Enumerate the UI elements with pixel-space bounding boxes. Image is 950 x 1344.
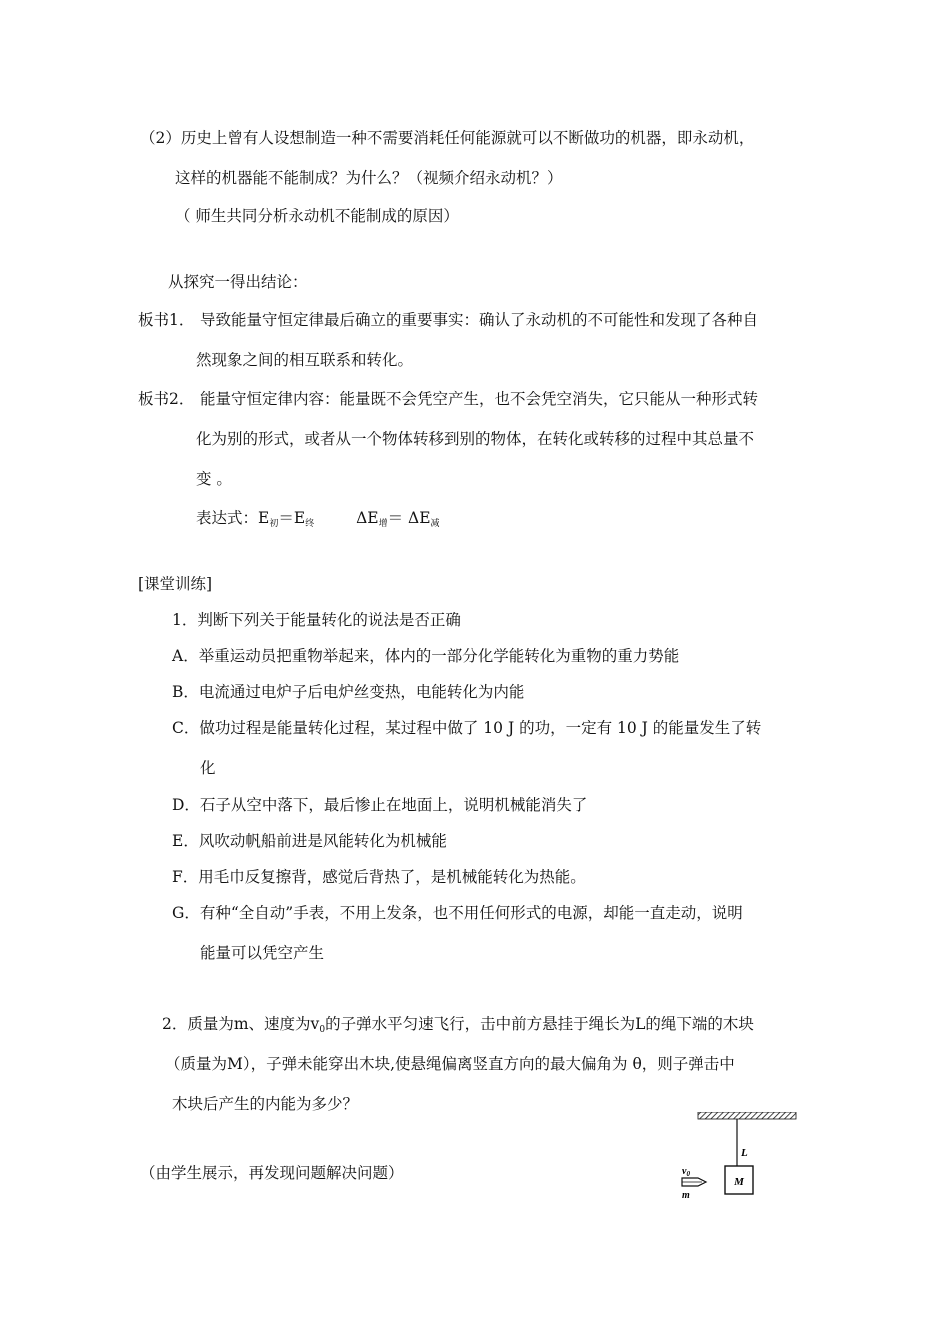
q1-stem: 1．判断下列关于能量转化的说法是否正确 [172,611,461,629]
q2b-line1-part-b: 的子弹水平匀速飞行，击中前方悬挂于绳长为L的绳下端的木块 [325,1015,754,1033]
expression-delta1: ΔE [356,509,379,527]
q2b-line1 [162,1014,754,1040]
expression-e1: E [258,509,270,527]
q2-line2: 这样的机器能不能制成？为什么？（视频介绍永动机？） [175,169,563,187]
expression [196,508,440,534]
q1-option-e: E．风吹动帆船前进是风能转化为机械能 [172,832,447,850]
q1-option-c-line2: 化 [200,759,216,777]
board2-line2: 化为别的形式，或者从一个物体转移到别的物体，在转化或转移的过程中其总量不 [196,430,755,448]
q2-line3: （ 师生共同分析永动机不能制成的原因） [175,207,459,225]
expression-sub-decrease: 减 [430,519,440,529]
q2b-line3: 木块后产生的内能为多少？ [172,1095,359,1113]
bullet [682,1178,706,1186]
q2b-line1-subscript: 0 [319,1025,326,1035]
q1-option-a: A．举重运动员把重物举起来，体内的一部分化学能转化为重物的重力势能 [172,647,680,665]
expression-label: 表达式： [196,509,259,527]
expression-sub-final: 终 [305,519,315,529]
q1-option-d: D．石子从空中落下，最后惨止在地面上，说明机械能消失了 [172,796,588,814]
expression-eq2: ＝ ΔE [387,509,431,527]
ceiling [698,1112,796,1119]
board1-line2: 然现象之间的相互联系和转化。 [196,351,414,369]
conclusion-intro: 从探究一得出结论： [168,273,308,291]
board2-line1: 能量守恒定律内容：能量既不会凭空产生，也不会凭空消失，它只能从一种形式转 [200,390,759,408]
q1-option-c-line1: C．做功过程是能量转化过程，某过程中做了 10 J 的功，一定有 10 J 的能量发生了转 [172,719,762,737]
bullet-mass-label: m [682,1190,690,1201]
q2b-line1-part-a: 2．质量为m、速度为v [162,1015,320,1033]
q2b-line2: （质量为M），子弹未能穿出木块,使悬绳偏离竖直方向的最大偏角为 θ，则子弹击中 [165,1055,735,1073]
practice-title: [课堂训练] [138,575,213,593]
student-note: （由学生展示，再发现问题解决问题） [140,1164,404,1182]
expression-eq1: ＝E [278,509,306,527]
q1-option-g-line1: G．有种“全自动”手表，不用上发条，也不用任何形式的电源，却能一直走动，说明 [172,904,743,922]
expression-sub-increase: 增 [378,519,388,529]
expression-sub-initial: 初 [269,519,279,529]
rope-label: L [741,1147,748,1159]
block-label: M [734,1176,744,1188]
board2-line3: 变 。 [196,470,232,488]
q2-line1: （2）历史上曾有人设想制造一种不需要消耗任何能源就可以不断做功的机器，即永动机， [140,129,755,147]
q1-option-g-line2: 能量可以凭空产生 [200,944,325,962]
q1-option-b: B．电流通过电炉子后电炉丝变热，电能转化为内能 [172,683,525,701]
q1-option-f: F．用毛巾反复擦背，感觉后背热了，是机械能转化为热能。 [172,868,586,886]
board2-label: 板书2． [138,390,195,408]
pendulum-figure [672,1112,812,1202]
board1-line1: 导致能量守恒定律最后确立的重要事实：确认了永动机的不可能性和发现了各种自 [200,311,759,329]
board1-label: 板书1． [138,311,195,329]
bullet-velocity-label: $v_0$ [682,1166,690,1178]
